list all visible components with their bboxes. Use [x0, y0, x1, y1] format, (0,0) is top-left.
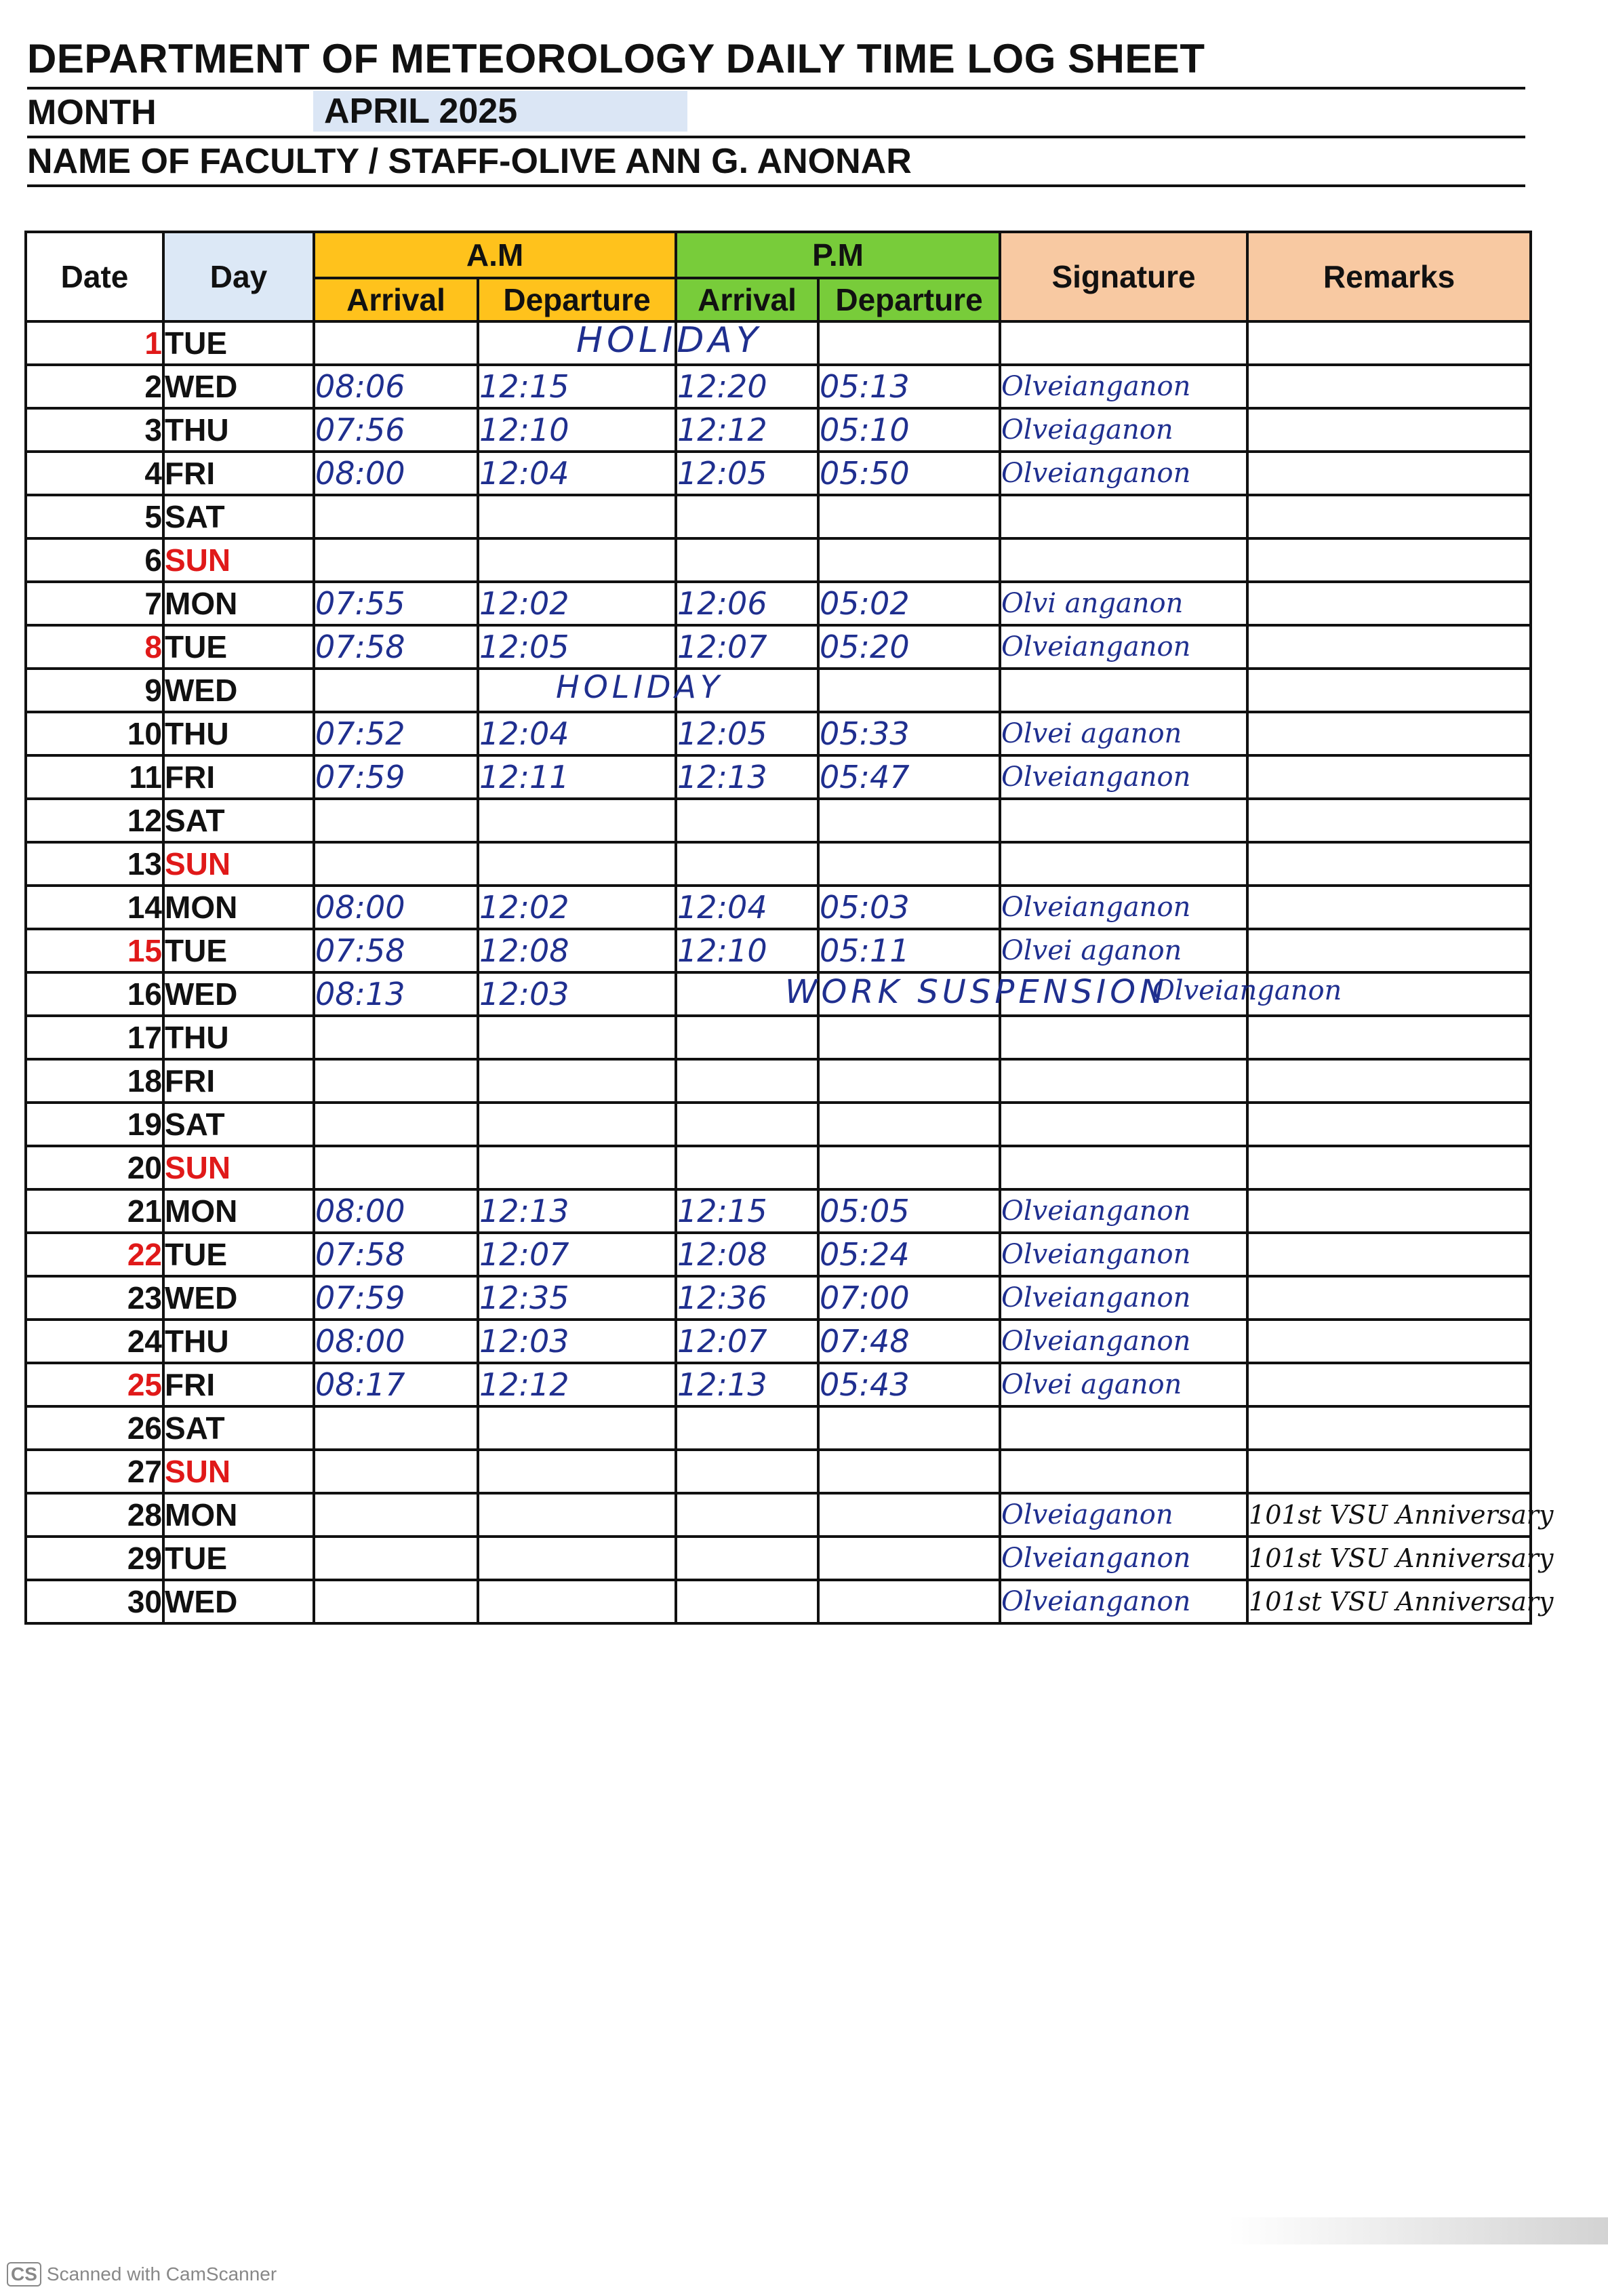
signature-header: Signature [1000, 232, 1247, 321]
am-arrival-cell [314, 538, 478, 582]
am-arrival-cell [314, 495, 478, 538]
pm-arrival-cell [676, 1146, 818, 1189]
pm-departure-cell [818, 1406, 1000, 1450]
pm-departure-cell: 05:13 [818, 365, 1000, 408]
date-cell: 8 [26, 625, 163, 669]
date-header: Date [26, 232, 163, 321]
am-arrival-cell: 08:00 [314, 1189, 478, 1233]
am-departure-cell: 12:03 [478, 972, 676, 1016]
am-arrival-cell [314, 1016, 478, 1059]
remarks-cell: 101st VSU Anniversary [1247, 1537, 1531, 1580]
am-departure-cell [478, 1537, 676, 1580]
table-row [26, 755, 1531, 799]
camscanner-text: Scanned with CamScanner [46, 2263, 277, 2284]
date-cell: 23 [26, 1276, 163, 1320]
table-row [26, 1276, 1531, 1320]
pm-departure-cell: 05:43 [818, 1363, 1000, 1406]
pm-arrival-cell [676, 1016, 818, 1059]
am-departure-cell [478, 1450, 676, 1493]
day-cell: FRI [163, 1363, 314, 1406]
pm-departure-cell: 05:02 [818, 582, 1000, 625]
title-rule [27, 87, 1525, 90]
signature-cell: Olveianganon [1000, 1276, 1247, 1320]
pm-departure-cell: 05:10 [818, 408, 1000, 452]
month-value: APRIL 2025 [313, 91, 687, 132]
day-cell: WED [163, 972, 314, 1016]
signature-cell: Olvei aganon [1000, 929, 1247, 972]
remarks-cell [1247, 1406, 1531, 1450]
am-arrival-cell [314, 799, 478, 842]
am-departure-cell: 12:02 [478, 886, 676, 929]
date-cell: 2 [26, 365, 163, 408]
am-arrival-cell [314, 842, 478, 886]
date-cell: 4 [26, 452, 163, 495]
date-cell: 9 [26, 669, 163, 712]
pm-departure-cell: 05:20 [818, 625, 1000, 669]
date-cell: 17 [26, 1016, 163, 1059]
am-arrival-cell: 07:59 [314, 755, 478, 799]
day-cell: WED [163, 669, 314, 712]
pm-arrival-cell: 12:06 [676, 582, 818, 625]
day-cell: TUE [163, 625, 314, 669]
am-arrival-cell: 07:56 [314, 408, 478, 452]
table-row [26, 1406, 1531, 1450]
signature-apr-16: Olveianganon [1152, 975, 1342, 1006]
remarks-cell [1247, 1189, 1531, 1233]
date-cell: 27 [26, 1450, 163, 1493]
signature-cell [1000, 1450, 1247, 1493]
table-row [26, 1363, 1531, 1406]
date-cell: 29 [26, 1537, 163, 1580]
day-cell: SAT [163, 1103, 314, 1146]
date-cell: 16 [26, 972, 163, 1016]
am-header: A.M [314, 232, 676, 278]
day-cell: SUN [163, 538, 314, 582]
day-cell: THU [163, 1016, 314, 1059]
pm-arrival-cell: 12:13 [676, 1363, 818, 1406]
holiday-note-apr-9: HOLIDAY [556, 669, 723, 705]
pm-arrival-cell [676, 1450, 818, 1493]
remarks-cell [1247, 538, 1531, 582]
date-cell: 28 [26, 1493, 163, 1537]
signature-cell [1000, 799, 1247, 842]
am-departure-cell: 12:07 [478, 1233, 676, 1276]
remarks-cell [1247, 1146, 1531, 1189]
am-arrival-cell: 07:58 [314, 1233, 478, 1276]
remarks-cell: 101st VSU Anniversary [1247, 1493, 1531, 1537]
table-row [26, 1493, 1531, 1537]
day-cell: SUN [163, 842, 314, 886]
am-departure-cell: 12:15 [478, 365, 676, 408]
am-departure-cell: 12:13 [478, 1189, 676, 1233]
am-arrival-cell [314, 321, 478, 365]
pm-arrival-cell [676, 1406, 818, 1450]
signature-cell: Olveianganon [1000, 365, 1247, 408]
remarks-cell [1247, 712, 1531, 755]
remarks-cell [1247, 625, 1531, 669]
signature-cell: Olveianganon [1000, 1580, 1247, 1623]
signature-cell: Olveianganon [1000, 886, 1247, 929]
holiday-note-apr-1: HOLIDAY [576, 320, 762, 361]
pm-departure-cell [818, 1493, 1000, 1537]
day-cell: FRI [163, 452, 314, 495]
remarks-cell [1247, 929, 1531, 972]
pm-arrival-cell: 12:04 [676, 886, 818, 929]
pm-arrival-cell: 12:12 [676, 408, 818, 452]
date-cell: 20 [26, 1146, 163, 1189]
table-row [26, 365, 1531, 408]
am-arrival-cell: 08:13 [314, 972, 478, 1016]
am-arrival-cell [314, 1537, 478, 1580]
pm-departure-cell [818, 1103, 1000, 1146]
table-row [26, 1016, 1531, 1059]
pm-arrival-cell: 12:08 [676, 1233, 818, 1276]
table-row [26, 1537, 1531, 1580]
date-cell: 13 [26, 842, 163, 886]
pm-departure-cell: 07:48 [818, 1320, 1000, 1363]
table-row [26, 799, 1531, 842]
signature-cell [1000, 842, 1247, 886]
date-cell: 10 [26, 712, 163, 755]
date-cell: 21 [26, 1189, 163, 1233]
signature-cell: Olveianganon [1000, 1189, 1247, 1233]
signature-cell [1000, 1016, 1247, 1059]
table-row [26, 669, 1531, 712]
remarks-cell [1247, 582, 1531, 625]
am-arrival-cell [314, 1493, 478, 1537]
table-row [26, 1450, 1531, 1493]
day-cell: TUE [163, 929, 314, 972]
pm-departure-cell: 05:03 [818, 886, 1000, 929]
pm-arrival-cell: 12:10 [676, 929, 818, 972]
signature-cell [1000, 1406, 1247, 1450]
date-cell: 12 [26, 799, 163, 842]
table-row [26, 1103, 1531, 1146]
date-cell: 26 [26, 1406, 163, 1450]
table-row [26, 408, 1531, 452]
table-row [26, 1189, 1531, 1233]
am-departure-cell: 12:03 [478, 1320, 676, 1363]
pm-arrival-cell [676, 1059, 818, 1103]
am-departure-cell: 12:10 [478, 408, 676, 452]
date-cell: 5 [26, 495, 163, 538]
table-row [26, 538, 1531, 582]
date-cell: 11 [26, 755, 163, 799]
table-row [26, 582, 1531, 625]
remarks-cell [1247, 1059, 1531, 1103]
am-departure-cell: 12:02 [478, 582, 676, 625]
day-cell: TUE [163, 1233, 314, 1276]
name-rule [27, 184, 1525, 187]
am-arrival-cell [314, 1406, 478, 1450]
camscanner-footer [7, 2262, 277, 2287]
day-cell: WED [163, 1580, 314, 1623]
pm-arrival-cell [676, 1537, 818, 1580]
am-arrival-cell: 08:17 [314, 1363, 478, 1406]
day-cell: MON [163, 1493, 314, 1537]
pm-departure-cell: 05:24 [818, 1233, 1000, 1276]
table-row [26, 625, 1531, 669]
month-rule [27, 136, 1525, 138]
pm-departure-cell: 05:05 [818, 1189, 1000, 1233]
remarks-header: Remarks [1247, 232, 1531, 321]
scan-edge-shadow [1228, 2217, 1608, 2244]
am-arrival-cell [314, 1580, 478, 1623]
date-cell: 14 [26, 886, 163, 929]
am-departure-cell [478, 1580, 676, 1623]
remarks-cell [1247, 1276, 1531, 1320]
month-label: MONTH [27, 93, 157, 132]
faculty-name: NAME OF FACULTY / STAFF-OLIVE ANN G. ANONAR [27, 142, 912, 181]
pm-departure-cell: 05:50 [818, 452, 1000, 495]
signature-cell [1000, 538, 1247, 582]
date-cell: 3 [26, 408, 163, 452]
am-departure-cell [478, 1016, 676, 1059]
am-arrival-cell: 08:00 [314, 1320, 478, 1363]
day-header: Day [163, 232, 314, 321]
pm-departure-cell [818, 669, 1000, 712]
camscanner-logo-icon: CS [7, 2262, 41, 2287]
remarks-cell [1247, 755, 1531, 799]
signature-cell: Olveiaganon [1000, 1493, 1247, 1537]
am-departure-cell [478, 538, 676, 582]
am-departure-cell: 12:05 [478, 625, 676, 669]
day-cell: THU [163, 408, 314, 452]
table-row [26, 929, 1531, 972]
pm-departure-cell [818, 1450, 1000, 1493]
pm-departure-cell [818, 321, 1000, 365]
am-arrival-header: Arrival [314, 278, 478, 321]
table-row [26, 452, 1531, 495]
signature-cell: Olvi anganon [1000, 582, 1247, 625]
pm-arrival-cell: 12:07 [676, 625, 818, 669]
remarks-cell [1247, 799, 1531, 842]
day-cell: THU [163, 712, 314, 755]
am-departure-cell: 12:04 [478, 712, 676, 755]
signature-cell: Olvei aganon [1000, 1363, 1247, 1406]
am-arrival-cell: 07:58 [314, 929, 478, 972]
day-cell: TUE [163, 1537, 314, 1580]
am-departure-cell [478, 1146, 676, 1189]
date-cell: 19 [26, 1103, 163, 1146]
day-cell: SAT [163, 1406, 314, 1450]
pm-departure-cell [818, 495, 1000, 538]
table-row [26, 321, 1531, 365]
table-row [26, 495, 1531, 538]
day-cell: WED [163, 365, 314, 408]
am-arrival-cell [314, 1059, 478, 1103]
pm-arrival-cell: 12:05 [676, 712, 818, 755]
date-cell: 25 [26, 1363, 163, 1406]
day-cell: FRI [163, 755, 314, 799]
table-row [26, 842, 1531, 886]
pm-arrival-cell: 12:07 [676, 1320, 818, 1363]
pm-arrival-cell: 12:05 [676, 452, 818, 495]
pm-arrival-cell: 12:15 [676, 1189, 818, 1233]
table-row [26, 886, 1531, 929]
table-row [26, 1233, 1531, 1276]
pm-departure-cell: 05:33 [818, 712, 1000, 755]
pm-arrival-cell: 12:36 [676, 1276, 818, 1320]
table-row [26, 1146, 1531, 1189]
table-row [26, 712, 1531, 755]
day-cell: FRI [163, 1059, 314, 1103]
remarks-cell [1247, 1363, 1531, 1406]
remarks-cell [1247, 365, 1531, 408]
table-row [26, 1580, 1531, 1623]
date-cell: 24 [26, 1320, 163, 1363]
pm-departure-cell [818, 1016, 1000, 1059]
pm-departure-cell [818, 1537, 1000, 1580]
date-cell: 6 [26, 538, 163, 582]
am-departure-cell: 12:35 [478, 1276, 676, 1320]
day-cell: SAT [163, 799, 314, 842]
pm-departure-cell [818, 1580, 1000, 1623]
am-departure-cell [478, 842, 676, 886]
signature-cell [1000, 669, 1247, 712]
day-cell: WED [163, 1276, 314, 1320]
remarks-cell [1247, 1233, 1531, 1276]
date-cell: 22 [26, 1233, 163, 1276]
pm-arrival-cell: 12:20 [676, 365, 818, 408]
signature-cell: Olveianganon [1000, 755, 1247, 799]
am-departure-cell [478, 1406, 676, 1450]
am-departure-cell: 12:08 [478, 929, 676, 972]
am-departure-cell: 12:11 [478, 755, 676, 799]
time-log-table [24, 231, 1554, 1625]
pm-departure-header: Departure [818, 278, 1000, 321]
pm-departure-cell [818, 1146, 1000, 1189]
work-suspension-note: WORK SUSPENSION [785, 973, 1168, 1011]
signature-cell [1000, 1146, 1247, 1189]
signature-cell [1000, 1059, 1247, 1103]
remarks-cell [1247, 1450, 1531, 1493]
am-departure-cell [478, 799, 676, 842]
signature-cell: Olveianganon [1000, 1320, 1247, 1363]
signature-cell: Olveianganon [1000, 1537, 1247, 1580]
remarks-cell [1247, 1016, 1531, 1059]
page-title: DEPARTMENT OF METEOROLOGY DAILY TIME LOG SHEET [27, 36, 1205, 81]
remarks-cell [1247, 886, 1531, 929]
am-arrival-cell [314, 669, 478, 712]
am-departure-cell [478, 1059, 676, 1103]
pm-arrival-cell [676, 538, 818, 582]
remarks-cell [1247, 321, 1531, 365]
signature-cell [1000, 321, 1247, 365]
am-departure-cell [478, 1493, 676, 1537]
remarks-cell [1247, 495, 1531, 538]
remarks-cell [1247, 408, 1531, 452]
pm-arrival-cell [676, 1493, 818, 1537]
time-log-body [26, 321, 1554, 1623]
am-arrival-cell: 08:06 [314, 365, 478, 408]
am-arrival-cell [314, 1450, 478, 1493]
am-departure-header: Departure [478, 278, 676, 321]
pm-departure-cell [818, 799, 1000, 842]
day-cell: MON [163, 1189, 314, 1233]
pm-departure-cell [818, 842, 1000, 886]
date-cell: 1 [26, 321, 163, 365]
date-cell: 15 [26, 929, 163, 972]
day-cell: SAT [163, 495, 314, 538]
am-departure-cell [478, 1103, 676, 1146]
remarks-cell [1247, 842, 1531, 886]
remarks-cell: 101st VSU Anniversary [1247, 1580, 1531, 1623]
pm-arrival-cell [676, 495, 818, 538]
signature-cell: Olveianganon [1000, 452, 1247, 495]
day-cell: SUN [163, 1146, 314, 1189]
pm-departure-cell: 07:00 [818, 1276, 1000, 1320]
pm-arrival-cell [676, 842, 818, 886]
signature-cell: Olvei aganon [1000, 712, 1247, 755]
pm-arrival-cell: 12:13 [676, 755, 818, 799]
signature-cell: Olveianganon [1000, 625, 1247, 669]
day-cell: THU [163, 1320, 314, 1363]
pm-departure-cell: 05:47 [818, 755, 1000, 799]
am-arrival-cell: 08:00 [314, 886, 478, 929]
am-arrival-cell: 07:52 [314, 712, 478, 755]
pm-arrival-cell [676, 1580, 818, 1623]
signature-cell: Olveianganon [1000, 1233, 1247, 1276]
pm-arrival-header: Arrival [676, 278, 818, 321]
am-arrival-cell: 07:58 [314, 625, 478, 669]
day-cell: MON [163, 582, 314, 625]
table-row [26, 1059, 1531, 1103]
day-cell: TUE [163, 321, 314, 365]
signature-cell: Olveiaganon [1000, 408, 1247, 452]
pm-departure-cell: 05:11 [818, 929, 1000, 972]
am-arrival-cell: 08:00 [314, 452, 478, 495]
pm-arrival-cell [676, 799, 818, 842]
am-arrival-cell [314, 1103, 478, 1146]
day-cell: MON [163, 886, 314, 929]
signature-cell [1000, 1103, 1247, 1146]
remarks-cell [1247, 452, 1531, 495]
pm-header: P.M [676, 232, 1000, 278]
am-departure-cell [478, 495, 676, 538]
remarks-cell [1247, 1320, 1531, 1363]
am-arrival-cell [314, 1146, 478, 1189]
date-cell: 7 [26, 582, 163, 625]
signature-cell [1000, 495, 1247, 538]
table-row [26, 1320, 1531, 1363]
remarks-cell [1247, 669, 1531, 712]
day-cell: SUN [163, 1450, 314, 1493]
am-departure-cell: 12:12 [478, 1363, 676, 1406]
am-arrival-cell: 07:59 [314, 1276, 478, 1320]
pm-departure-cell [818, 538, 1000, 582]
date-cell: 18 [26, 1059, 163, 1103]
remarks-cell [1247, 1103, 1531, 1146]
pm-arrival-cell [676, 1103, 818, 1146]
am-departure-cell: 12:04 [478, 452, 676, 495]
pm-departure-cell [818, 1059, 1000, 1103]
am-arrival-cell: 07:55 [314, 582, 478, 625]
date-cell: 30 [26, 1580, 163, 1623]
